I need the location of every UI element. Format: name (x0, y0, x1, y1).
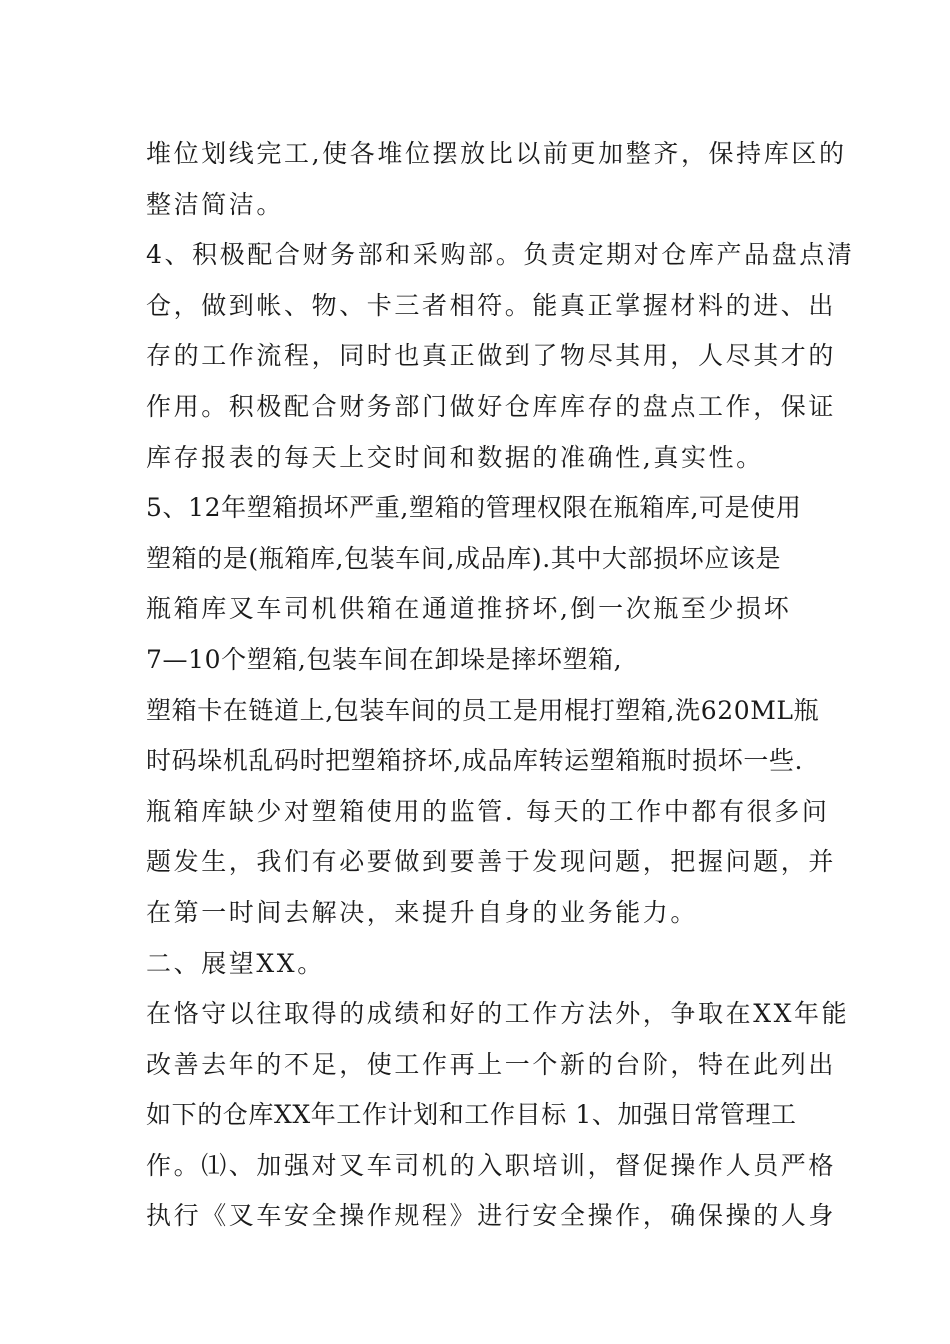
text-line: 作。⑴、加强对叉车司机的入职培训，督促操作人员严格 (146, 1150, 837, 1180)
text-line: 塑箱卡在链道上,包装车间的员工是用棍打塑箱,洗620ML瓶 (146, 695, 820, 725)
text-line: 瓶箱库叉车司机供箱在通道推挤坏,倒一次瓶至少损坏 (146, 594, 792, 624)
text-line: 题发生，我们有必要做到要善于发现问题，把握问题，并 (146, 847, 837, 877)
text-line: 堆位划线完工,使各堆位摆放比以前更加整齐，保持库区的 (146, 139, 847, 168)
text-line: 库存报表的每天上交时间和数据的准确性,真实性。 (146, 442, 764, 472)
text-line: 整洁简洁。 (146, 189, 285, 219)
text-line: 在恪守以往取得的成绩和好的工作方法外，争取在XX年能 (146, 999, 850, 1029)
document-body (146, 129, 855, 1242)
text-line: 5、12年塑箱损坏严重,塑箱的管理权限在瓶箱库,可是使用 (146, 493, 802, 523)
text-line: 改善去年的不足，使工作再上一个新的台阶，特在此列出 (146, 1049, 837, 1079)
section-heading: 二、展望XX。 (146, 948, 325, 978)
text-line: 存的工作流程，同时也真正做到了物尽其用，人尽其才的 (146, 341, 837, 371)
text-line: 瓶箱库缺少对塑箱使用的监管. 每天的工作中都有很多问 (146, 796, 830, 826)
text-line: 执行《叉车安全操作规程》进行安全操作，确保操的人身 (146, 1201, 837, 1231)
text-line: 7—10个塑箱,包装车间在卸垛是摔坏塑箱, (146, 644, 623, 674)
text-line: 在第一时间去解决，来提升自身的业务能力。 (146, 897, 699, 927)
text-line: 作用。积极配合财务部门做好仓库库存的盘点工作，保证 (146, 391, 837, 421)
text-line: 塑箱的是(瓶箱库,包装车间,成品库).其中大部损坏应该是 (146, 543, 782, 573)
text-line: 如下的仓库XX年工作计划和工作目标 1、加强日常管理工 (146, 1100, 797, 1130)
text-line: 仓，做到帐、物、卡三者相符。能真正掌握材料的进、出 (146, 290, 837, 320)
text-line: 4、积极配合财务部和采购部。负责定期对仓库产品盘点清 (146, 240, 855, 270)
text-line: 时码垛机乱码时把塑箱挤坏,成品库转运塑箱瓶时损坏一些. (146, 746, 804, 776)
